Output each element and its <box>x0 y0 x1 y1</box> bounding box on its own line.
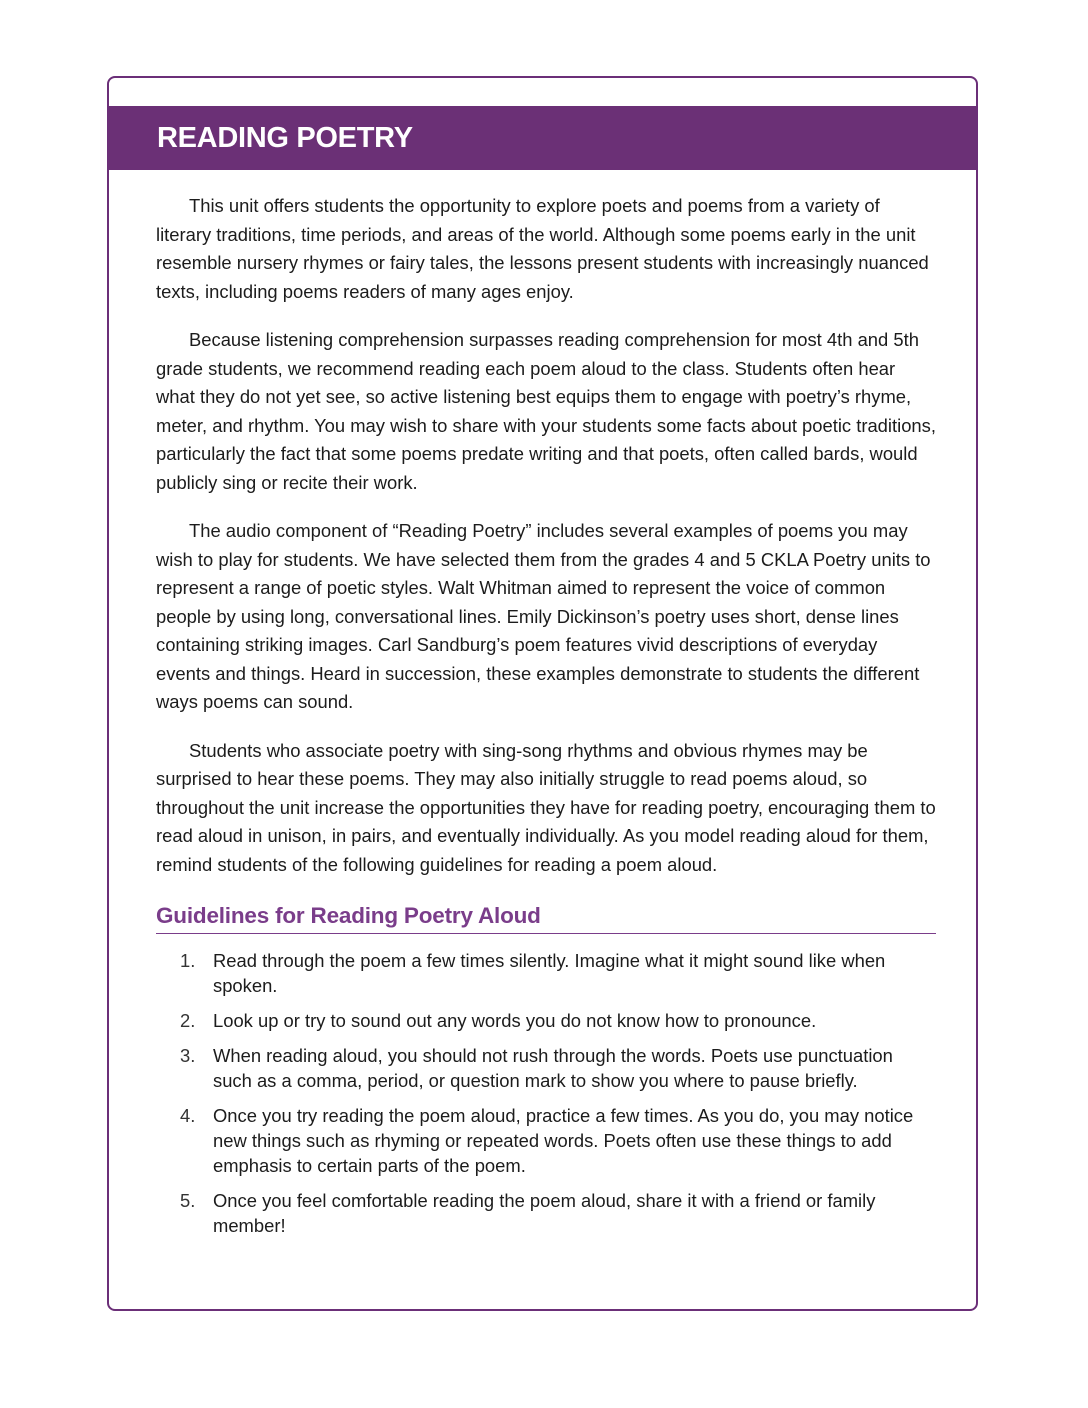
list-item-number: 2. <box>180 1010 196 1031</box>
main-content <box>156 192 936 1248</box>
list-item-text: Read through the poem a few times silently. Imagine what it might sound like when spoken. <box>213 950 886 996</box>
list-item <box>156 1008 936 1033</box>
guidelines-heading: Guidelines for Reading Poetry Aloud <box>156 901 936 934</box>
list-item-number: 4. <box>180 1105 196 1126</box>
listening-paragraph: Because listening comprehension surpasses reading comprehension for most 4th and 5th grade students, we recommend reading each poem aloud to the class. Students often hear what they do not yet see, so active listening best equips them to engage with poetry’s rhyme, meter, and rhythm. You may wish to share with your students some facts about poetic traditions, particularly the fact that some poems predate writing and that poets, often called bards, would publicly sing or recite their work. <box>156 329 936 493</box>
list-item <box>156 1188 936 1238</box>
list-item-number: 3. <box>180 1045 196 1066</box>
list-item <box>156 1103 936 1178</box>
content-box <box>107 76 978 1311</box>
intro-paragraph: This unit offers students the opportunity to explore poets and poems from a variety of literary traditions, time periods, and areas of the world. Although some poems early in the unit resemble nursery rhymes or fairy tales, the lessons present students with increasingly nuanced texts, including poems readers of many ages enjoy. <box>156 195 929 302</box>
list-item-text: When reading aloud, you should not rush through the words. Poets use punctuation such as a comma, period, or question mark to show you where to pause briefly. <box>213 1045 893 1091</box>
list-item <box>156 1043 936 1093</box>
list-item-text: Look up or try to sound out any words you do not know how to pronounce. <box>213 1010 817 1031</box>
list-item-number: 5. <box>180 1190 196 1211</box>
section-banner <box>109 106 976 170</box>
struggle-paragraph: Students who associate poetry with sing-song rhythms and obvious rhymes may be surprised to hear these poems. They may also initially struggle to read poems aloud, so throughout the unit increase the opportunities they have for reading poetry, encouraging them to read aloud in unison, in pairs, and eventually individually. As you model reading aloud for them, remind students of the following guidelines for reading a poem aloud. <box>156 739 936 875</box>
audio-paragraph: The audio component of “Reading Poetry” includes several examples of poems you may wish to play for students. We have selected them from the grades 4 and 5 CKLA Poetry units to represent a range of poetic styles. Walt Whitman aimed to represent the voice of common people by using long, conversational lines. Emily Dickinson’s poetry uses short, dense lines containing striking images. Carl Sandburg’s poem features vivid descriptions of everyday events and things. Heard in succession, these examples demonstrate to students the different ways poems can sound. <box>156 520 931 712</box>
section-title: READING POETRY <box>157 122 413 154</box>
list-item-text: Once you try reading the poem aloud, practice a few times. As you do, you may notice new things such as rhyming or repeated words. Poets often use these things to add emphasis to certain parts of the poem. <box>213 1105 914 1176</box>
list-item-number: 1. <box>180 950 196 971</box>
list-item-text: Once you feel comfortable reading the poem aloud, share it with a friend or family member! <box>213 1190 876 1236</box>
guidelines-list <box>156 948 936 1238</box>
list-item <box>156 948 936 998</box>
